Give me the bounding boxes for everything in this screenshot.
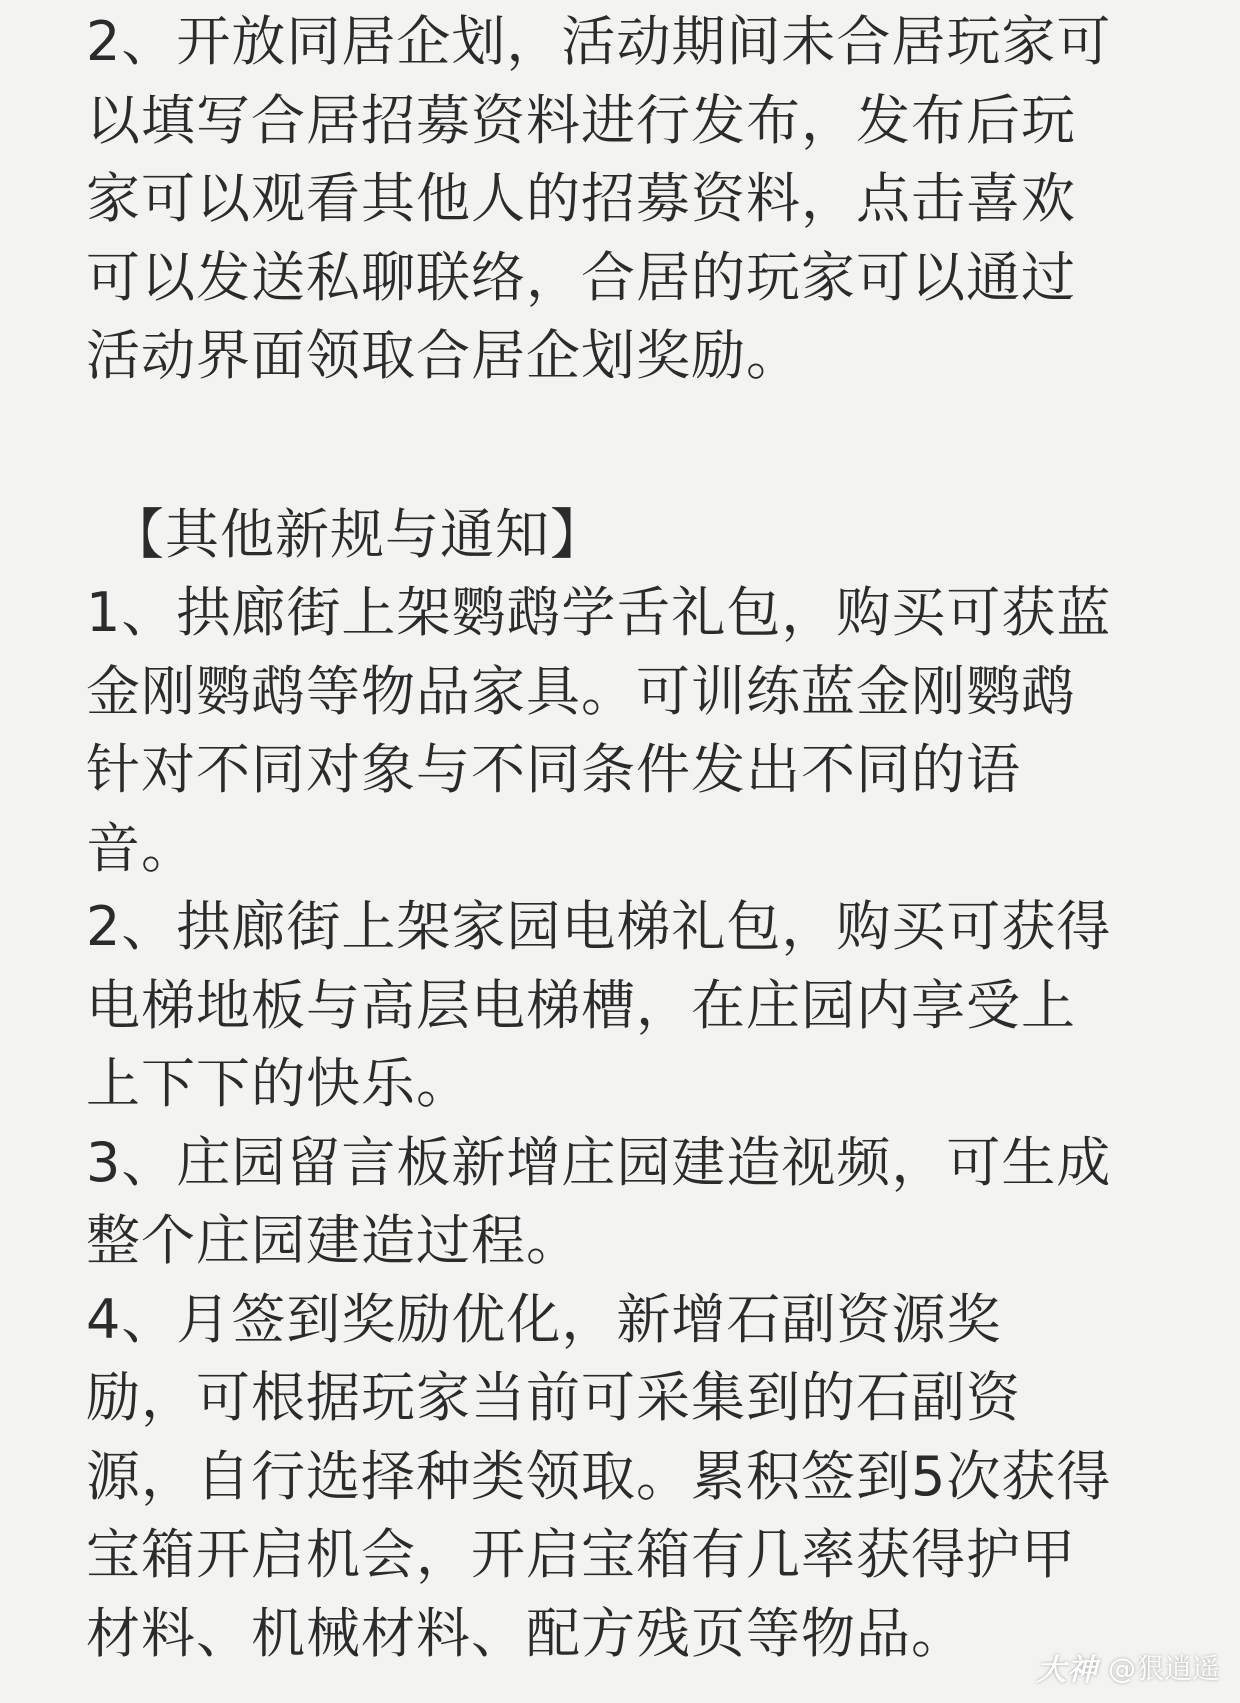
list-item-line: 针对不同对象与不同条件发出不同的语 xyxy=(86,738,1021,801)
section-heading: 【其他新规与通知】 xyxy=(110,502,605,566)
paragraph-line: 活动界面领取合居企划奖励。 xyxy=(86,324,801,387)
watermark-logo: 大神 xyxy=(1035,1653,1098,1688)
paragraph-line: 以填写合居招募资料进行发布，发布后玩 xyxy=(86,88,1076,152)
paragraph-line: 可以发送私聊联络，合居的玩家可以通过 xyxy=(86,245,1076,309)
watermark-username: @狠逍遥 xyxy=(1107,1652,1220,1685)
list-item-line: 励，可根据玩家当前可采集到的石副资 xyxy=(86,1366,1021,1429)
list-item-line: 材料、机械材料、配方残页等物品。 xyxy=(86,1601,966,1665)
list-item-line: 金刚鹦鹉等物品家具。可训练蓝金刚鹦鹉 xyxy=(86,659,1076,723)
list-item-line: 电梯地板与高层电梯槽，在庄园内享受上 xyxy=(86,973,1076,1037)
list-item-line: 上下下的快乐。 xyxy=(86,1052,471,1115)
list-item-line: 音。 xyxy=(86,816,196,880)
list-item-line: 宝箱开启机会，开启宝箱有几率获得护甲 xyxy=(86,1523,1076,1586)
paragraph-gap xyxy=(86,396,1180,496)
watermark xyxy=(1036,1645,1220,1689)
paragraph-line: 2、开放同居企划，活动期间未合居玩家可 xyxy=(86,10,1112,73)
paragraph-line: 家可以观看其他人的招募资料，点击喜欢 xyxy=(86,167,1076,230)
list-item-line: 2、拱廊街上架家园电梯礼包，购买可获得 xyxy=(86,895,1112,958)
list-item-line: 整个庄园建造过程。 xyxy=(86,1209,581,1272)
list-item-line: 源，自行选择种类领取。累积签到5次获得 xyxy=(86,1444,1112,1508)
list-item-line: 1、拱廊街上架鹦鹉学舌礼包，购买可获蓝 xyxy=(86,581,1112,644)
list-item-line: 4、月签到奖励优化，新增石副资源奖 xyxy=(86,1287,1002,1351)
list-item-line: 3、庄园留言板新增庄园建造视频，可生成 xyxy=(86,1130,1112,1194)
